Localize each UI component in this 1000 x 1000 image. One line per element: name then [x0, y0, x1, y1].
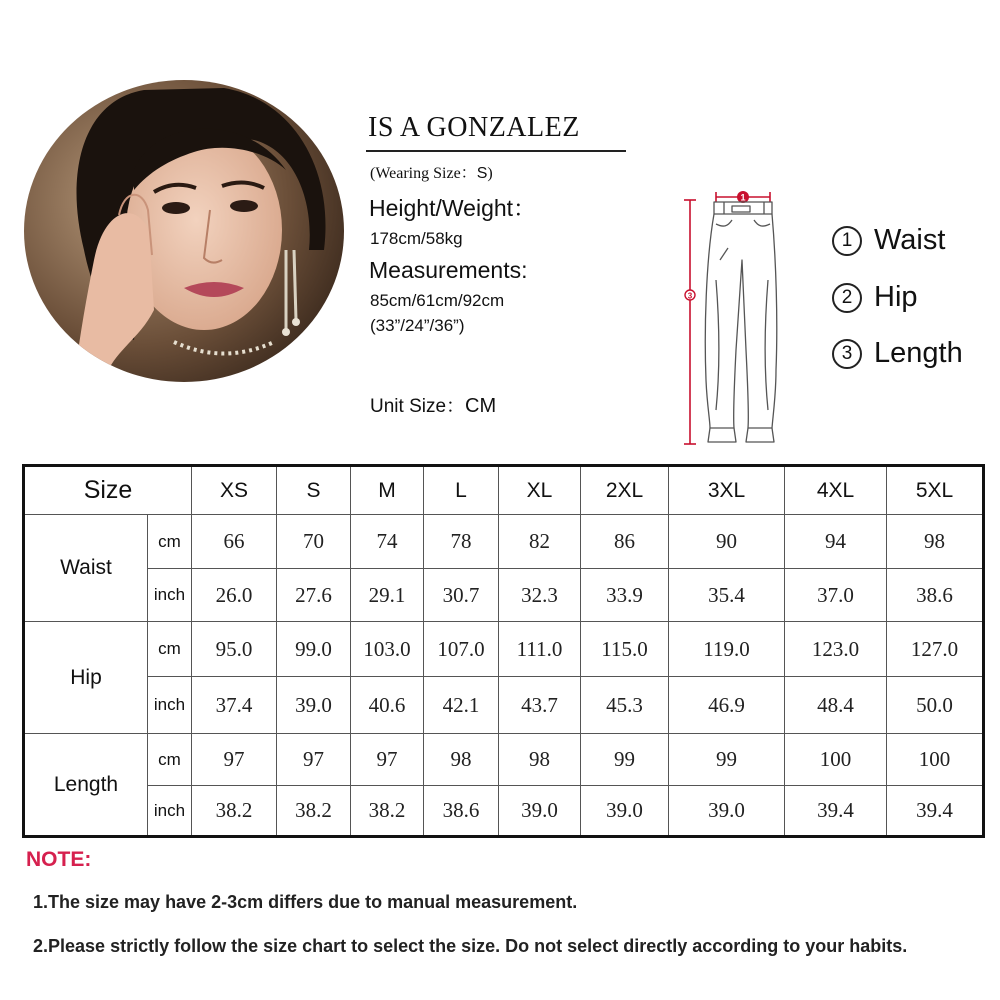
unit-cell: cm — [148, 622, 192, 677]
note-title: NOTE: — [26, 848, 92, 871]
size-header-label: Size — [24, 466, 192, 515]
value-cell: 98 — [424, 734, 499, 786]
value-cell: 97 — [351, 734, 424, 786]
value-cell: 99.0 — [277, 622, 351, 677]
legend-item-length — [832, 337, 963, 370]
value-cell: 37.4 — [192, 677, 277, 734]
size-header-cell: L — [424, 466, 499, 515]
value-cell: 70 — [277, 515, 351, 569]
value-cell: 97 — [192, 734, 277, 786]
pants-outline — [705, 202, 777, 442]
legend-number: 3 — [832, 339, 862, 369]
size-header-cell: 2XL — [581, 466, 669, 515]
value-cell: 26.0 — [192, 569, 277, 622]
wearing-size-label: (Wearing Size： — [370, 165, 477, 182]
value-cell: 38.2 — [277, 786, 351, 837]
measurements-inch: (33”/24”/36”) — [370, 316, 465, 335]
legend-item-hip — [832, 281, 918, 314]
size-header-row — [24, 466, 984, 515]
value-cell: 95.0 — [192, 622, 277, 677]
value-cell: 123.0 — [785, 622, 887, 677]
value-cell: 82 — [499, 515, 581, 569]
value-cell: 107.0 — [424, 622, 499, 677]
size-header-cell: 3XL — [669, 466, 785, 515]
value-cell: 39.4 — [887, 786, 984, 837]
size-header-cell: XS — [192, 466, 277, 515]
value-cell: 30.7 — [424, 569, 499, 622]
value-cell: 103.0 — [351, 622, 424, 677]
legend-label: Length — [874, 337, 963, 369]
value-cell: 119.0 — [669, 622, 785, 677]
measure-group-label: Waist — [24, 515, 148, 622]
length-marker-number: 3 — [687, 291, 693, 301]
value-cell: 42.1 — [424, 677, 499, 734]
value-cell: 27.6 — [277, 569, 351, 622]
waist-marker-number: 1 — [740, 192, 746, 203]
value-cell: 38.6 — [424, 786, 499, 837]
legend-label: Waist — [874, 224, 946, 256]
value-cell: 115.0 — [581, 622, 669, 677]
legend-number: 1 — [832, 226, 862, 256]
value-cell: 100 — [887, 734, 984, 786]
value-cell: 40.6 — [351, 677, 424, 734]
value-cell: 39.0 — [669, 786, 785, 837]
value-cell: 38.2 — [351, 786, 424, 837]
size-header-cell: XL — [499, 466, 581, 515]
model-portrait — [24, 80, 344, 382]
value-cell: 48.4 — [785, 677, 887, 734]
value-cell: 32.3 — [499, 569, 581, 622]
unit-cell: inch — [148, 677, 192, 734]
size-data-row — [24, 622, 984, 677]
measure-group-label: Hip — [24, 622, 148, 734]
wearing-size — [370, 160, 493, 183]
size-chart-table — [22, 464, 985, 838]
value-cell: 97 — [277, 734, 351, 786]
model-name: IS A GONZALEZ — [368, 112, 580, 143]
size-data-row — [24, 569, 984, 622]
unit-cell: inch — [148, 786, 192, 837]
value-cell: 111.0 — [499, 622, 581, 677]
unit-size-value: CM — [465, 395, 497, 417]
value-cell: 86 — [581, 515, 669, 569]
wearing-size-close: ) — [487, 165, 493, 182]
unit-size-label: Unit Size： — [370, 396, 466, 417]
value-cell: 78 — [424, 515, 499, 569]
name-divider — [366, 150, 626, 152]
legend-number: 2 — [832, 283, 862, 313]
size-header-cell: 5XL — [887, 466, 984, 515]
value-cell: 38.6 — [887, 569, 984, 622]
value-cell: 43.7 — [499, 677, 581, 734]
size-data-row — [24, 677, 984, 734]
model-photo — [24, 80, 344, 382]
value-cell: 35.4 — [669, 569, 785, 622]
value-cell: 39.0 — [581, 786, 669, 837]
pants-diagram — [676, 180, 796, 450]
size-data-row — [24, 734, 984, 786]
value-cell: 66 — [192, 515, 277, 569]
legend-item-waist — [832, 224, 945, 257]
value-cell: 90 — [669, 515, 785, 569]
unit-cell: inch — [148, 569, 192, 622]
unit-size — [370, 391, 496, 418]
value-cell: 39.0 — [499, 786, 581, 837]
value-cell: 29.1 — [351, 569, 424, 622]
value-cell: 33.9 — [581, 569, 669, 622]
value-cell: 46.9 — [669, 677, 785, 734]
value-cell: 127.0 — [887, 622, 984, 677]
value-cell: 99 — [669, 734, 785, 786]
value-cell: 98 — [887, 515, 984, 569]
size-header-cell: 4XL — [785, 466, 887, 515]
note-item-2: 2.Please strictly follow the size chart to select the size. Do not select directly according to your habits. — [33, 936, 908, 956]
unit-cell: cm — [148, 734, 192, 786]
value-cell: 99 — [581, 734, 669, 786]
size-table-body — [24, 466, 984, 837]
measurements-cm: 85cm/61cm/92cm — [370, 291, 505, 310]
value-cell: 98 — [499, 734, 581, 786]
note-item-1: 1.The size may have 2-3cm differs due to manual measurement. — [33, 892, 578, 912]
value-cell: 74 — [351, 515, 424, 569]
value-cell: 94 — [785, 515, 887, 569]
value-cell: 50.0 — [887, 677, 984, 734]
value-cell: 45.3 — [581, 677, 669, 734]
size-data-row — [24, 515, 984, 569]
height-weight-label: Height/Weight： — [369, 195, 537, 221]
value-cell: 39.4 — [785, 786, 887, 837]
size-header-cell: M — [351, 466, 424, 515]
value-cell: 37.0 — [785, 569, 887, 622]
measurements-label: Measurements: — [369, 257, 528, 283]
size-header-cell: S — [277, 466, 351, 515]
legend-label: Hip — [874, 281, 918, 313]
height-weight-value: 178cm/58kg — [370, 229, 463, 248]
value-cell: 100 — [785, 734, 887, 786]
wearing-size-value: S — [476, 165, 488, 182]
size-data-row — [24, 786, 984, 837]
value-cell: 38.2 — [192, 786, 277, 837]
unit-cell: cm — [148, 515, 192, 569]
measure-group-label: Length — [24, 734, 148, 837]
value-cell: 39.0 — [277, 677, 351, 734]
